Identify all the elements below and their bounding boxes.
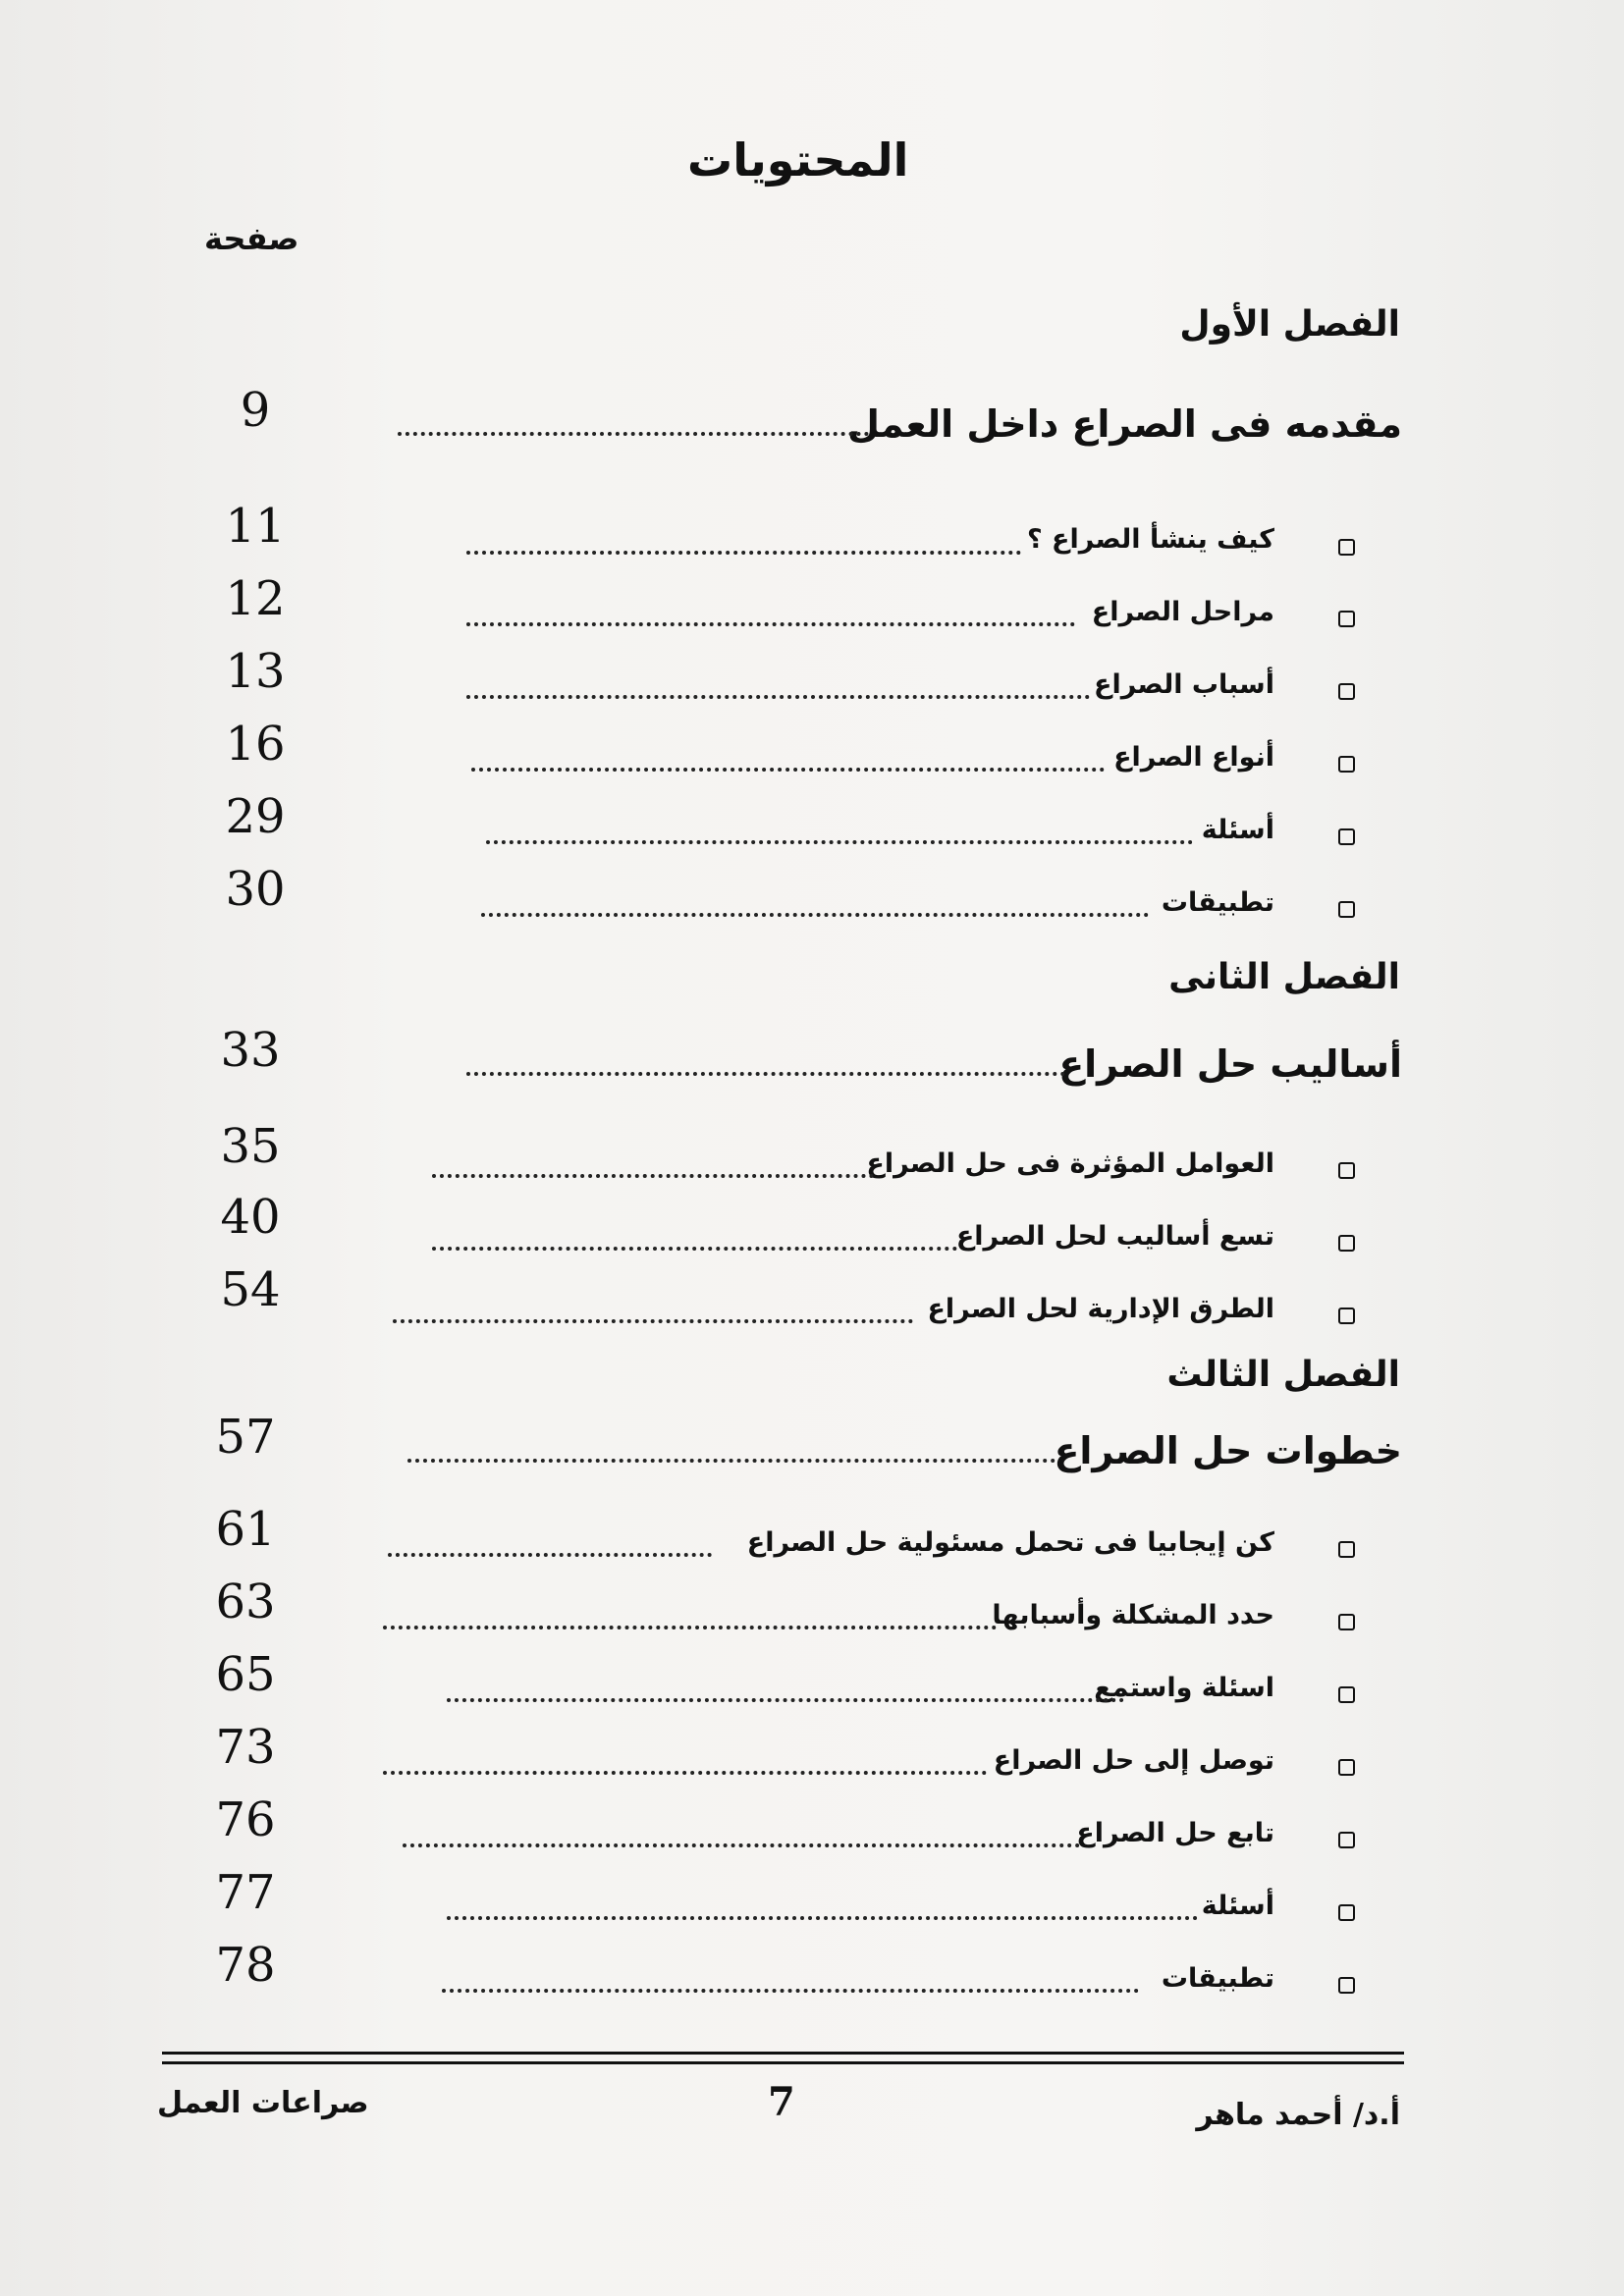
toc-item-11-leader-dots [383,1626,997,1629]
toc-item-5-page: 29 [225,789,286,844]
toc-item-3-page: 13 [225,644,286,699]
checkbox-bullet-icon [1338,901,1355,918]
toc-item-14: تابع حل الصراع [1076,1818,1274,1848]
toc-item-10: كن إيجابيا فى تحمل مسئولية حل الصراع [746,1527,1274,1558]
page-column-label: صفحة [204,220,299,257]
chapter-2-heading: الفصل الثانى [1168,957,1400,997]
section-1-title: مقدمه فى الصراع داخل العمل [847,402,1402,446]
footer-book-title: صراعات العمل [157,2086,369,2120]
checkbox-bullet-icon [1338,1614,1355,1630]
section-1-leader-dots [398,432,869,436]
toc-item-9: الطرق الإدارية لحل الصراع [927,1294,1274,1324]
checkbox-bullet-icon [1338,611,1355,627]
toc-item-7: العوامل المؤثرة فى حل الصراع [866,1148,1274,1179]
checkbox-bullet-icon [1338,756,1355,773]
toc-item-2-leader-dots [466,622,1075,626]
toc-item-3: أسباب الصراع [1094,669,1274,700]
toc-item-12: اسئلة واستمع [1094,1673,1274,1703]
checkbox-bullet-icon [1338,1759,1355,1776]
chapter-1-heading: الفصل الأول [1179,304,1400,345]
toc-item-12-leader-dots [447,1698,1124,1702]
toc-item-6: تطبيقات [1161,887,1274,918]
section-3-page: 57 [215,1410,276,1465]
toc-item-4-leader-dots [471,768,1105,772]
toc-item-15: أسئلة [1201,1891,1274,1921]
toc-item-13-leader-dots [383,1771,987,1775]
checkbox-bullet-icon [1338,1686,1355,1703]
toc-item-11-page: 63 [215,1575,276,1629]
footer-rule-top [162,2052,1404,2055]
checkbox-bullet-icon [1338,1308,1355,1324]
checkbox-bullet-icon [1338,1162,1355,1179]
checkbox-bullet-icon [1338,828,1355,845]
checkbox-bullet-icon [1338,1832,1355,1848]
toc-item-7-leader-dots [432,1174,874,1178]
toc-item-8-page: 40 [220,1190,281,1245]
toc-item-1-leader-dots [466,551,1021,555]
toc-item-4-page: 16 [225,717,286,772]
section-2-leader-dots [466,1072,1065,1076]
toc-item-2: مراحل الصراع [1091,597,1274,627]
footer-page-number: 7 [768,2079,795,2125]
page-title: المحتويات [687,133,909,187]
toc-item-3-leader-dots [466,695,1090,699]
footer-rule-bottom [162,2061,1404,2064]
toc-item-5-leader-dots [486,840,1193,844]
checkbox-bullet-icon [1338,1977,1355,1994]
toc-item-16-page: 78 [215,1938,276,1993]
section-3-title: خطوات حل الصراع [1054,1429,1402,1472]
checkbox-bullet-icon [1338,683,1355,700]
toc-item-9-page: 54 [220,1262,281,1317]
toc-item-8-leader-dots [432,1247,957,1251]
toc-item-16-leader-dots [442,1989,1139,1993]
toc-item-6-leader-dots [481,913,1149,917]
toc-item-13-page: 73 [215,1720,276,1775]
toc-item-1-page: 11 [225,499,286,554]
checkbox-bullet-icon [1338,1904,1355,1921]
chapter-3-heading: الفصل الثالث [1166,1355,1400,1395]
toc-item-10-leader-dots [388,1553,712,1557]
footer-author: أ.د/ أحمد ماهر [1196,2098,1400,2132]
toc-item-5: أسئلة [1201,815,1274,845]
section-3-leader-dots [407,1459,1056,1463]
toc-item-14-page: 76 [215,1792,276,1847]
toc-item-12-page: 65 [215,1647,276,1702]
toc-item-1: كيف ينشأ الصراع ؟ [1026,524,1274,555]
toc-item-9-leader-dots [393,1319,913,1323]
section-2-title: أساليب حل الصراع [1058,1042,1402,1086]
toc-item-15-page: 77 [215,1865,276,1920]
checkbox-bullet-icon [1338,539,1355,556]
toc-item-7-page: 35 [220,1119,281,1174]
checkbox-bullet-icon [1338,1235,1355,1252]
section-1-page: 9 [240,383,271,438]
toc-item-4: أنواع الصراع [1113,742,1274,773]
toc-item-13: توصل إلى حل الصراع [993,1745,1274,1776]
toc-item-16: تطبيقات [1161,1963,1274,1994]
toc-item-14-leader-dots [403,1843,1080,1847]
toc-item-6-page: 30 [225,862,286,917]
toc-item-8: تسع أساليب لحل الصراع [955,1221,1274,1252]
checkbox-bullet-icon [1338,1541,1355,1558]
section-2-page: 33 [220,1023,281,1078]
toc-item-10-page: 61 [215,1502,276,1557]
toc-item-2-page: 12 [225,571,286,626]
toc-item-15-leader-dots [447,1916,1198,1920]
toc-item-11: حدد المشكلة وأسبابها [992,1600,1274,1630]
